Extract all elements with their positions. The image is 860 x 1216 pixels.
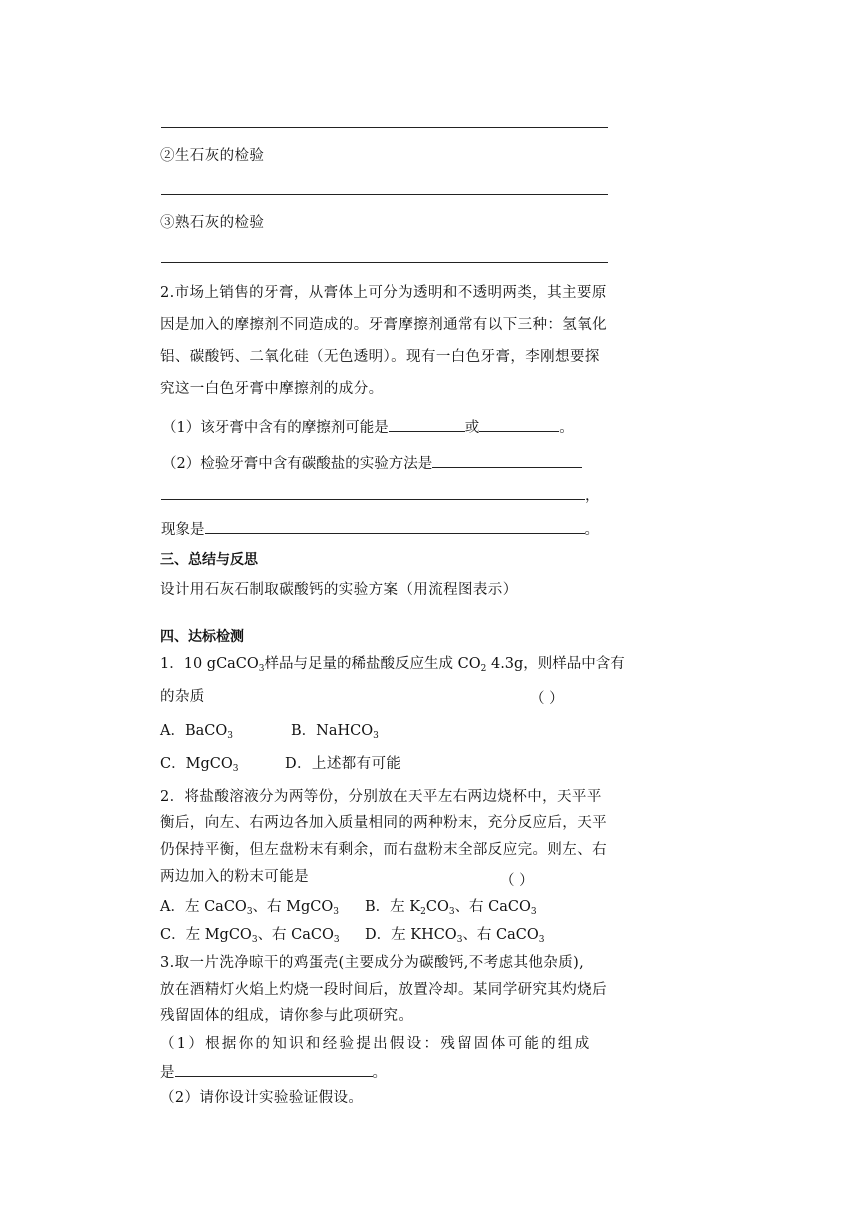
answer-line bbox=[161, 194, 608, 195]
text: B．NaHCO bbox=[291, 723, 374, 739]
q2-paragraph-line: 铝、碳酸钙、二氧化硅（无色透明）。现有一白色牙膏，李刚想要探 bbox=[160, 349, 600, 365]
answer-line bbox=[161, 262, 608, 263]
subscript: 3 bbox=[333, 935, 340, 945]
q2-sub1 bbox=[162, 416, 574, 438]
s4-q3-sub2: （2）请你设计实验验证假设。 bbox=[160, 1090, 364, 1106]
text: 。 bbox=[372, 1065, 387, 1081]
blank-2[interactable] bbox=[479, 416, 559, 432]
section3-title: 三、总结与反思 bbox=[160, 552, 258, 568]
text: 、右 CaCO bbox=[454, 899, 531, 915]
text: 1．10 gCaCO bbox=[160, 656, 259, 672]
blank-5[interactable] bbox=[205, 518, 585, 534]
text: 、右 CaCO bbox=[257, 927, 334, 943]
q2-sub2-prefix: （2）检验牙膏中含有碳酸盐的实验方法是 bbox=[162, 456, 433, 472]
text: 4.3g，则样品中含有 bbox=[486, 656, 625, 672]
s4-q1-line2: 的杂质 bbox=[160, 689, 205, 705]
q2-phenomenon bbox=[161, 518, 599, 540]
text: A．左 CaCO bbox=[160, 899, 247, 915]
text: 、右 MgCO bbox=[252, 899, 334, 915]
s4-q2-line: 衡后，向左、右两边各加入质量相同的两种粉末，充分反应后，天平 bbox=[160, 815, 607, 831]
q2-paragraph-line: 2.市场上销售的牙膏，从膏体上可分为透明和不透明两类，其主要原 bbox=[160, 285, 607, 301]
q2-sub1-prefix: （1）该牙膏中含有的摩擦剂可能是 bbox=[162, 420, 389, 436]
s4-q2-line: 两边加入的粉末可能是 bbox=[160, 869, 309, 885]
q1-item-slakedlime: ③熟石灰的检验 bbox=[160, 215, 265, 231]
q2-sub2-comma: ， bbox=[585, 488, 600, 504]
subscript: 3 bbox=[258, 664, 265, 674]
s4-q2-line: 仍保持平衡，但左盘粉末有剩余，而右盘粉末全部反应完。则左、右 bbox=[160, 842, 607, 858]
blank-4[interactable] bbox=[161, 484, 585, 500]
text: B．左 K bbox=[365, 899, 421, 915]
text: 是 bbox=[160, 1065, 175, 1081]
q2-sub1-or: 或 bbox=[464, 420, 480, 436]
s4-q1-option-a bbox=[160, 721, 233, 741]
answer-parentheses[interactable]: （ ） bbox=[500, 873, 534, 889]
subscript: 3 bbox=[251, 935, 258, 945]
text: C．左 MgCO bbox=[160, 927, 252, 943]
blank-3[interactable] bbox=[432, 452, 582, 468]
subscript: 2 bbox=[420, 907, 426, 917]
subscript: 3 bbox=[246, 907, 253, 917]
s4-q3-line: 残留固体的组成，请你参与此项研究。 bbox=[160, 1008, 414, 1024]
q1-item-quicklime: ②生石灰的检验 bbox=[160, 148, 265, 164]
q2-sub2-cont bbox=[161, 484, 600, 506]
subscript: 3 bbox=[227, 731, 233, 741]
s4-q2-option-d bbox=[365, 925, 545, 945]
q2-paragraph-line: 究这一白色牙膏中摩擦剂的成分。 bbox=[160, 381, 384, 397]
text: C．MgCO bbox=[160, 756, 233, 772]
subscript: 3 bbox=[530, 907, 537, 917]
text: CO bbox=[425, 899, 449, 915]
text: 、右 CaCO bbox=[462, 927, 539, 943]
subscript: 3 bbox=[538, 935, 545, 945]
s4-q1-line1 bbox=[160, 654, 625, 674]
text: D．左 KHCO bbox=[365, 927, 457, 943]
q2-phenomenon-end: 。 bbox=[584, 522, 599, 538]
subscript: 3 bbox=[448, 907, 455, 917]
section4-title: 四、达标检测 bbox=[160, 629, 244, 645]
blank-6[interactable] bbox=[175, 1061, 373, 1077]
s4-q2-option-a bbox=[160, 897, 339, 917]
q2-sub1-end: 。 bbox=[559, 420, 574, 436]
q2-paragraph-line: 因是加入的摩擦剂不同造成的。牙膏摩擦剂通常有以下三种：氢氧化 bbox=[160, 317, 607, 333]
s4-q2-line: 2．将盐酸溶液分为两等份，分别放在天平左右两边烧杯中，天平平 bbox=[160, 789, 602, 805]
s4-q3-line: 放在酒精灯火焰上灼烧一段时间后，放置冷却。某同学研究其灼烧后 bbox=[160, 982, 607, 998]
subscript: 2 bbox=[480, 664, 487, 674]
s4-q2-option-c bbox=[160, 925, 340, 945]
q2-sub2 bbox=[162, 452, 582, 474]
subscript: 3 bbox=[232, 764, 239, 774]
blank-1[interactable] bbox=[389, 416, 465, 432]
text: A．BaCO bbox=[160, 723, 228, 739]
s4-q2-option-b bbox=[365, 897, 537, 917]
section3-text: 设计用石灰石制取碳酸钙的实验方案（用流程图表示） bbox=[160, 582, 518, 598]
s4-q3-sub1: （1）根据你的知识和经验提出假设：残留固体可能的组成 bbox=[160, 1036, 592, 1052]
s4-q1-option-b bbox=[291, 721, 379, 741]
q2-phenomenon-prefix: 现象是 bbox=[161, 522, 205, 538]
answer-line bbox=[161, 127, 608, 128]
text: 样品与足量的稀盐酸反应生成 CO bbox=[264, 656, 481, 672]
subscript: 3 bbox=[456, 935, 463, 945]
answer-parentheses[interactable]: （ ） bbox=[530, 691, 564, 707]
s4-q1-option-d: D．上述都有可能 bbox=[285, 756, 402, 772]
s4-q1-option-c bbox=[160, 754, 238, 774]
subscript: 3 bbox=[373, 731, 379, 741]
subscript: 3 bbox=[333, 907, 340, 917]
s4-q3-sub1-line2 bbox=[160, 1061, 387, 1083]
s4-q3-line: 3.取一片洗净晾干的鸡蛋壳(主要成分为碳酸钙,不考虑其他杂质), bbox=[160, 955, 585, 971]
